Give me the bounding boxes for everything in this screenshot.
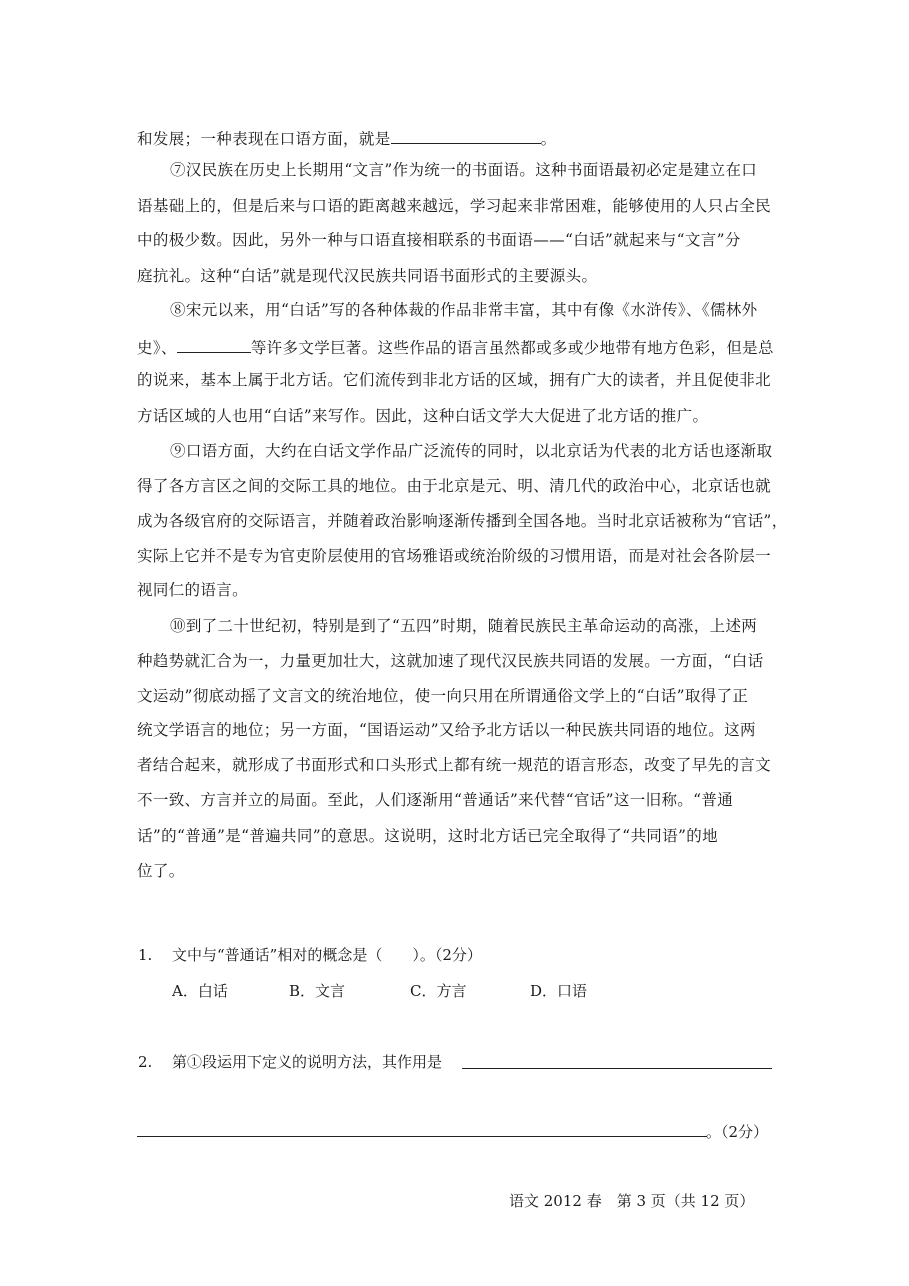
passage-line: 中的极少数。因此，另外一种与口语直接相联系的书面语——“白话”就起来与“文言”分 <box>137 231 741 249</box>
passage-line: 庭抗礼。这种“白话”就是现代汉民族共同语书面形式的主要源头。 <box>137 267 598 285</box>
passage-line: 史》、 等许多文学巨著。这些作品的语言虽然都或多或少地带有地方色彩，但是总 <box>137 336 777 358</box>
passage-line: ⑦汉民族在历史上长期用“文言”作为统一的书面语。这种书面语最初必定是建立在口 <box>170 161 758 179</box>
passage-line: 的说来，基本上属于北方话。它们流传到非北方话的区域，拥有广大的读者，并且促使非北 <box>137 371 772 389</box>
passage-line: 文运动”彻底动摇了文言文的统治地位，使一向只用在所谓通俗文学上的“白话”取得了正 <box>137 687 749 705</box>
question-1-text: 文中与“普通话”相对的概念是（ ）。（2分） <box>172 946 482 964</box>
passage-line: 话”的“普通”是“普遍共同”的意思。这说明，这时北方话已完全取得了“共同语”的地 <box>137 827 718 845</box>
option-d[interactable]: D．口语 <box>530 982 588 1000</box>
answer-blank[interactable] <box>177 336 251 353</box>
passage-line: 位了。 <box>137 862 185 880</box>
answer-line[interactable] <box>137 1136 707 1137</box>
passage-line: 统文学语言的地位；另一方面，“国语运动”又给予北方话以一种民族共同语的地位。这两 <box>137 721 756 739</box>
passage-line: ⑧宋元以来，用“白话”写的各种体裁的作品非常丰富，其中有像《水浒传》、《儒林外 <box>170 301 758 319</box>
answer-blank[interactable] <box>391 127 541 144</box>
passage-line: 成为各级官府的交际语言，并随着政治影响逐渐传播到全国各地。当时北京话被称为“官话”， <box>137 512 788 530</box>
option-b[interactable]: B．文言 <box>289 982 346 1000</box>
question-2-number: 2. <box>138 1053 153 1071</box>
question-1-number: 1. <box>138 946 153 964</box>
option-c[interactable]: C．方言 <box>410 982 467 1000</box>
passage-line: 语基础上的，但是后来与口语的距离越来越远，学习起来非常困难，能够使用的人只占全民 <box>137 197 772 215</box>
passage-line: 不一致、方言并立的局面。至此，人们逐渐用“普通话”来代替“官话”这一旧称。“普通 <box>137 791 734 809</box>
question-2-points: 。（2分） <box>706 1123 769 1141</box>
passage-line: 视同仁的语言。 <box>137 581 248 599</box>
passage-line: 种趋势就汇合为一，力量更加壮大，这就加速了现代汉民族共同语的发展。一方面，“白话 <box>137 652 764 670</box>
answer-line[interactable] <box>462 1068 772 1069</box>
passage-line: 者结合起来，就形成了书面形式和口头形式上都有统一规范的语言形态，改变了早先的言文 <box>137 756 772 774</box>
passage-line: 和发展；一种表现在口语方面，就是 。 <box>137 127 777 149</box>
passage-line: ⑨口语方面，大约在白话文学作品广泛流传的同时，以北京话为代表的北方话也逐渐取 <box>170 442 773 460</box>
passage-line: 实际上它并不是专为官吏阶层使用的官场雅语或统治阶级的习惯用语，而是对社会各阶层一 <box>137 547 772 565</box>
passage-line: 得了各方言区之间的交际工具的地位。由于北京是元、明、清几代的政治中心，北京话也就 <box>137 477 772 495</box>
question-2-text: 第①段运用下定义的说明方法，其作用是 <box>172 1053 443 1071</box>
option-a[interactable]: A．白话 <box>172 982 228 1000</box>
page-footer: 语文 2012 春 第 3 页（共 12 页） <box>509 1192 755 1210</box>
passage-line: 方话区域的人也用“白话”来写作。因此，这种白话文学大大促进了北方话的推广。 <box>137 407 709 425</box>
passage-line: ⑩到了二十世纪初，特别是到了“五四”时期，随着民族民主革命运动的高涨，上述两 <box>170 617 758 635</box>
